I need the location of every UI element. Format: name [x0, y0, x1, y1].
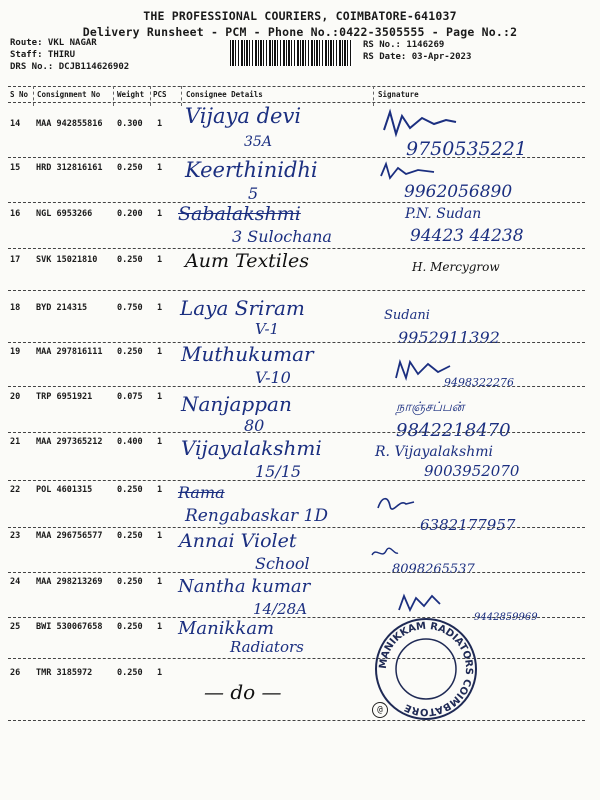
row-consignment: MAA 298213269: [36, 577, 103, 587]
consignee-address: School: [255, 554, 310, 573]
row-consignment: TRP 6951921: [36, 392, 93, 402]
consignee-address: Radiators: [230, 638, 304, 656]
row-divider: [8, 248, 585, 249]
rs-date: RS Date: 03-Apr-2023: [363, 52, 472, 62]
signature-scribble: [376, 494, 416, 514]
row-sno: 18: [10, 303, 21, 313]
col-header-consignee: Consignee Details: [186, 90, 263, 99]
consignee-name: Nanjappan: [181, 392, 292, 416]
row-pcs: 1: [157, 668, 163, 678]
row-sno: 21: [10, 437, 21, 447]
row-weight: 0.250: [117, 255, 143, 265]
consignee-name: Laya Sriram: [180, 296, 305, 320]
signature-phone: 9962056890: [404, 182, 513, 202]
consignee-address: 3 Sulochana: [232, 227, 332, 246]
signature-phone: 9750535221: [406, 138, 527, 160]
table-bottom-rule: [8, 720, 585, 721]
document-title: THE PROFESSIONAL COURIERS, COIMBATORE-641037: [143, 9, 457, 23]
row-sno: 23: [10, 531, 21, 541]
row-pcs: 1: [157, 255, 163, 265]
row-pcs: 1: [157, 392, 163, 402]
table-header-rule: [8, 102, 585, 103]
row-divider: [8, 290, 585, 291]
row-pcs: 1: [157, 303, 163, 313]
row-sno: 15: [10, 163, 21, 173]
col-sep: [373, 86, 374, 106]
consignee-address: 14/28A: [253, 600, 308, 618]
signature-phone: 9003952070: [424, 462, 520, 480]
row-pcs: 1: [157, 437, 163, 447]
row-weight: 0.075: [117, 392, 143, 402]
barcode: [230, 40, 353, 66]
row-divider: [8, 572, 585, 573]
consignee-name: Nantha kumar: [178, 576, 311, 597]
row-weight: 0.250: [117, 531, 143, 541]
row-consignment: BYD 214315: [36, 303, 88, 313]
row-weight: 0.250: [117, 485, 143, 495]
consignee-name: Vijaya devi: [185, 104, 302, 128]
row-sno: 20: [10, 392, 21, 402]
row-consignment: MAA 296756577: [36, 531, 103, 541]
row-divider: [8, 527, 585, 528]
row-sno: 14: [10, 119, 21, 129]
consignee-name: Aum Textiles: [185, 250, 309, 272]
consignee-name-struck: Sabalakshmi: [178, 203, 301, 225]
signature-name: Sudani: [384, 308, 430, 323]
row-sno: 22: [10, 485, 21, 495]
row-divider: [8, 386, 585, 387]
at-symbol: @: [372, 702, 388, 718]
row-sno: 24: [10, 577, 21, 587]
row-weight: 0.750: [117, 303, 143, 313]
row-pcs: 1: [157, 347, 163, 357]
row-weight: 0.250: [117, 163, 143, 173]
signature-name: P.N. Sudan: [405, 206, 482, 222]
drs-number: DRS No.: DCJB114626902: [10, 62, 130, 72]
staff-label: Staff: THIRU: [10, 50, 76, 60]
col-header-consignment: Consignment No: [37, 90, 101, 99]
signature-phone: 9842218470: [396, 420, 511, 441]
consignee-address: 80: [244, 416, 265, 435]
col-header-weight: Weight: [117, 90, 145, 99]
signature-phone: 94423 44238: [410, 226, 524, 246]
row-pcs: 1: [157, 577, 163, 587]
signature-phone: 9442859969: [474, 612, 538, 623]
row-pcs: 1: [157, 485, 163, 495]
consignee-address: Rengabaskar 1D: [185, 506, 328, 526]
row-sno: 19: [10, 347, 21, 357]
signature-phone: 6382177957: [420, 516, 516, 534]
signature-phone: 9498322276: [444, 376, 514, 389]
signature-scribble: [396, 592, 444, 614]
signature-name: R. Vijayalakshmi: [375, 444, 493, 460]
row-consignment: BWI 530067658: [36, 622, 103, 632]
row-consignment: MAA 297365212: [36, 437, 103, 447]
row-weight: 0.250: [117, 577, 143, 587]
consignee-address: V-10: [255, 368, 291, 387]
col-header-signature: Signature: [378, 90, 419, 99]
col-sep: [33, 86, 34, 106]
row-consignment: MAA 297816111: [36, 347, 103, 357]
consignee-address: V-1: [255, 320, 280, 338]
row-divider: [8, 432, 585, 433]
row-weight: 0.250: [117, 668, 143, 678]
col-header-pcs: PCS: [153, 90, 167, 99]
consignee-address: 35A: [244, 134, 272, 150]
row-divider: [8, 658, 585, 659]
row-divider: [8, 480, 585, 481]
rs-number: RS No.: 1146269: [363, 40, 445, 50]
row-consignment: MAA 942855816: [36, 119, 103, 129]
signature-scribble: [370, 545, 400, 561]
consignee-name-struck: Rama: [178, 483, 225, 502]
consignee-name: Keerthinidhi: [185, 158, 318, 182]
row-sno: 16: [10, 209, 21, 219]
row-pcs: 1: [157, 163, 163, 173]
consignee-name: Vijayalakshmi: [181, 436, 322, 460]
col-sep: [181, 86, 182, 106]
row-pcs: 1: [157, 531, 163, 541]
company-stamp: [372, 615, 480, 723]
row-pcs: 1: [157, 119, 163, 129]
signature-phone: 8098265537: [392, 562, 475, 577]
row-consignment: SVK 15021810: [36, 255, 98, 265]
row-consignment: POL 4601315: [36, 485, 93, 495]
table-top-rule: [8, 86, 585, 87]
consignee-address: 15/15: [255, 462, 302, 481]
signature-name: நாஞ்சப்பன்: [396, 400, 465, 415]
row-consignment: NGL 6953266: [36, 209, 93, 219]
row-pcs: 1: [157, 209, 163, 219]
row-sno: 25: [10, 622, 21, 632]
signature-name: H. Mercygrow: [412, 260, 500, 274]
row-weight: 0.250: [117, 622, 143, 632]
row-pcs: 1: [157, 622, 163, 632]
signature-phone: 9952911392: [398, 328, 500, 347]
signature-scribble: [380, 108, 460, 140]
col-sep: [113, 86, 114, 106]
consignee-name: Annai Violet: [179, 530, 297, 552]
consignee-name: Muthukumar: [181, 342, 314, 366]
consignee-name: Manikkam: [178, 618, 275, 639]
consignee-address: 5: [248, 184, 259, 203]
col-header-sno: S No: [10, 90, 29, 99]
row-consignment: HRD 312816161: [36, 163, 103, 173]
row-sno: 26: [10, 668, 21, 678]
col-sep: [150, 86, 151, 106]
row-consignment: TMR 3185972: [36, 668, 93, 678]
signature-scribble: [378, 160, 438, 182]
consignee-name: — do —: [204, 680, 282, 704]
row-sno: 17: [10, 255, 21, 265]
row-weight: 0.250: [117, 347, 143, 357]
route-label: Route: VKL NAGAR: [10, 38, 97, 48]
row-weight: 0.400: [117, 437, 143, 447]
row-weight: 0.300: [117, 119, 143, 129]
document-subtitle: Delivery Runsheet - PCM - Phone No.:0422-3505555 - Page No.:2: [82, 25, 518, 39]
stamp-text: MANIKKAM RADIATORS COIMBATORE: [377, 620, 475, 718]
row-weight: 0.200: [117, 209, 143, 219]
